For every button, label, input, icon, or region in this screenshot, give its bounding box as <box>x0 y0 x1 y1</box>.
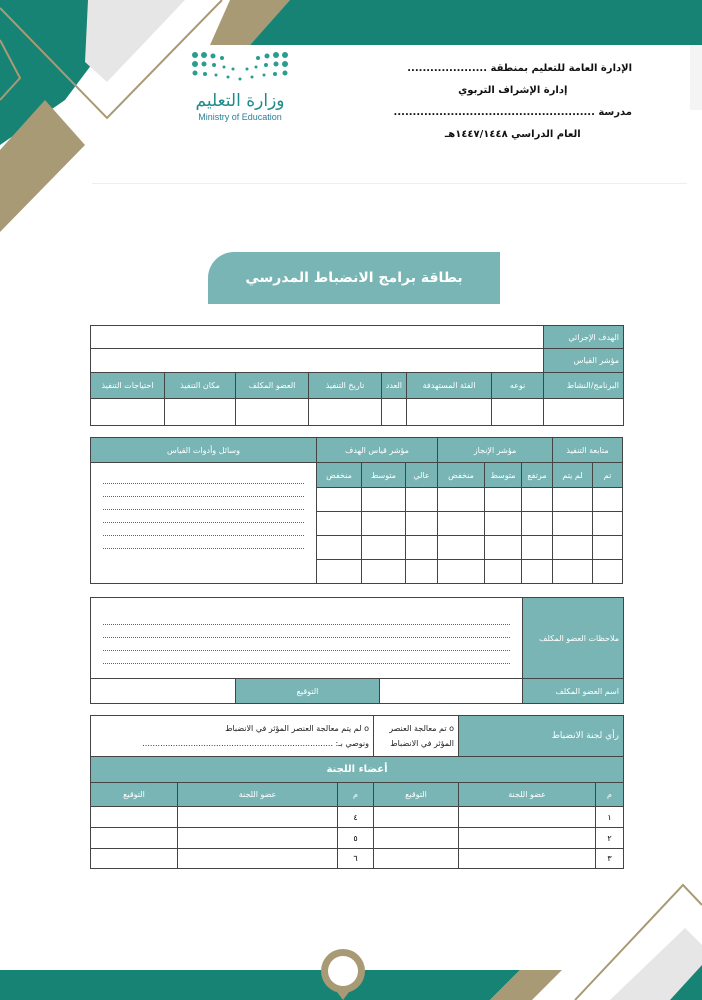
notes-label: ملاحظات العضو المكلف <box>523 598 624 679</box>
row-number: ٢ <box>596 828 624 849</box>
option-treated[interactable]: o تم معالجة العنصر المؤثر في الانضباط <box>374 716 459 757</box>
cell[interactable] <box>317 560 362 584</box>
group-execution: متابعة التنفيذ <box>553 438 623 463</box>
tools-field[interactable] <box>91 463 317 584</box>
col-program: البرنامج/النشاط <box>544 373 624 399</box>
indicator-label: مؤشر القياس <box>544 349 624 373</box>
cell[interactable] <box>317 536 362 560</box>
sub-not-done: لم يتم <box>553 463 593 488</box>
sub-done: تم <box>593 463 623 488</box>
cell[interactable] <box>553 512 593 536</box>
option-not-treated-label: o لم يتم معالجة العنصر المؤثر في الانضباط <box>225 724 370 733</box>
cell[interactable] <box>362 536 406 560</box>
cell[interactable] <box>593 488 623 512</box>
cell[interactable] <box>438 536 485 560</box>
col-signature: التوقيع <box>91 783 178 807</box>
count-cell[interactable] <box>382 399 407 426</box>
row-number: ٦ <box>338 849 374 869</box>
signature-cell[interactable] <box>91 849 178 869</box>
date-cell[interactable] <box>309 399 382 426</box>
signature-label: التوقيع <box>236 679 380 704</box>
cell[interactable] <box>593 512 623 536</box>
member-cell[interactable] <box>178 807 338 828</box>
row-number: ٣ <box>596 849 624 869</box>
header-block <box>394 58 632 146</box>
place-cell[interactable] <box>165 399 236 426</box>
col-number: م <box>596 783 624 807</box>
page-title: بطاقة برامج الانضباط المدرسي <box>208 252 500 304</box>
needs-cell[interactable] <box>91 399 165 426</box>
signature-cell[interactable] <box>374 807 459 828</box>
signature-cell[interactable] <box>374 828 459 849</box>
col-place: مكان التنفيذ <box>165 373 236 399</box>
col-type: نوعه <box>492 373 544 399</box>
signature-field[interactable] <box>91 679 236 704</box>
sub-medium: متوسط <box>485 463 522 488</box>
sub-goal-low: منخفض <box>317 463 362 488</box>
sub-goal-high: عالي <box>406 463 438 488</box>
member-cell[interactable] <box>236 399 309 426</box>
cell[interactable] <box>317 488 362 512</box>
cell[interactable] <box>553 488 593 512</box>
sub-goal-medium: متوسط <box>362 463 406 488</box>
cell[interactable] <box>522 512 553 536</box>
cell[interactable] <box>362 560 406 584</box>
cell[interactable] <box>553 560 593 584</box>
cell[interactable] <box>406 488 438 512</box>
header-school-line: مدرسة ..................................................... <box>393 107 632 118</box>
row-number: ١ <box>596 807 624 828</box>
group-achievement: مؤشر الإنجاز <box>438 438 553 463</box>
logo-dots-icon <box>190 50 290 82</box>
type-cell[interactable] <box>492 399 544 426</box>
header-region-line: الإدارة العامة للتعليم بمنطقة ..................... <box>407 63 632 74</box>
cell[interactable] <box>485 512 522 536</box>
col-count: العدد <box>382 373 407 399</box>
cell[interactable] <box>406 536 438 560</box>
cell[interactable] <box>553 536 593 560</box>
program-table <box>90 325 624 426</box>
cell[interactable] <box>522 488 553 512</box>
cell[interactable] <box>362 488 406 512</box>
sub-low: منخفض <box>438 463 485 488</box>
logo-english-text: Ministry of Education <box>198 112 282 122</box>
member-cell[interactable] <box>459 807 596 828</box>
program-cell[interactable] <box>544 399 624 426</box>
recommendation-line[interactable]: ونوصي بـ: ........................................................................... <box>142 739 370 748</box>
ministry-logo <box>188 50 292 122</box>
group-goal-indicator: مؤشر قياس الهدف <box>317 438 438 463</box>
signature-cell[interactable] <box>91 807 178 828</box>
cell[interactable] <box>485 536 522 560</box>
header-department: إدارة الإشراف التربوي <box>458 85 568 96</box>
notes-field[interactable] <box>91 598 523 679</box>
member-name-label: اسم العضو المكلف <box>523 679 624 704</box>
target-cell[interactable] <box>407 399 492 426</box>
cell[interactable] <box>438 560 485 584</box>
notes-table <box>90 597 624 704</box>
col-member: العضو المكلف <box>236 373 309 399</box>
cell[interactable] <box>317 512 362 536</box>
goal-field[interactable] <box>91 326 544 349</box>
member-cell[interactable] <box>459 849 596 869</box>
cell[interactable] <box>406 512 438 536</box>
indicator-field[interactable] <box>91 349 544 373</box>
col-needs: احتياجات التنفيذ <box>91 373 165 399</box>
col-number: م <box>338 783 374 807</box>
cell[interactable] <box>438 512 485 536</box>
cell[interactable] <box>522 536 553 560</box>
group-tools: وسائل وأدوات القياس <box>91 438 317 463</box>
col-member-name: عضو اللجنة <box>459 783 596 807</box>
cell[interactable] <box>593 536 623 560</box>
cell[interactable] <box>485 560 522 584</box>
cell[interactable] <box>362 512 406 536</box>
option-not-treated[interactable] <box>91 716 374 757</box>
sub-high: مرتفع <box>522 463 553 488</box>
goal-label: الهدف الإجرائي <box>544 326 624 349</box>
cell[interactable] <box>593 560 623 584</box>
col-date: تاريخ التنفيذ <box>309 373 382 399</box>
followup-table <box>90 437 623 584</box>
cell[interactable] <box>485 488 522 512</box>
table-row <box>91 807 624 828</box>
table-row <box>91 849 624 869</box>
col-member-name: عضو اللجنة <box>178 783 338 807</box>
cell[interactable] <box>438 488 485 512</box>
header-academic-year: العام الدراسي ١٤٤٧/١٤٤٨هـ <box>444 129 581 140</box>
signature-cell[interactable] <box>91 828 178 849</box>
table-row <box>91 828 624 849</box>
member-cell[interactable] <box>459 828 596 849</box>
cell[interactable] <box>406 560 438 584</box>
members-title: أعضاء اللجنة <box>91 757 624 783</box>
committee-table <box>90 715 624 869</box>
member-cell[interactable] <box>178 849 338 869</box>
cell[interactable] <box>522 560 553 584</box>
logo-arabic-text: وزارة التعليم <box>195 91 285 111</box>
row-number: ٥ <box>338 828 374 849</box>
header-divider <box>92 183 687 184</box>
signature-cell[interactable] <box>374 849 459 869</box>
committee-opinion-label: رأي لجنة الانضباط <box>459 716 624 757</box>
member-name-field[interactable] <box>380 679 523 704</box>
row-number: ٤ <box>338 807 374 828</box>
member-cell[interactable] <box>178 828 338 849</box>
col-signature: التوقيع <box>374 783 459 807</box>
col-target-group: الفئة المستهدفة <box>407 373 492 399</box>
